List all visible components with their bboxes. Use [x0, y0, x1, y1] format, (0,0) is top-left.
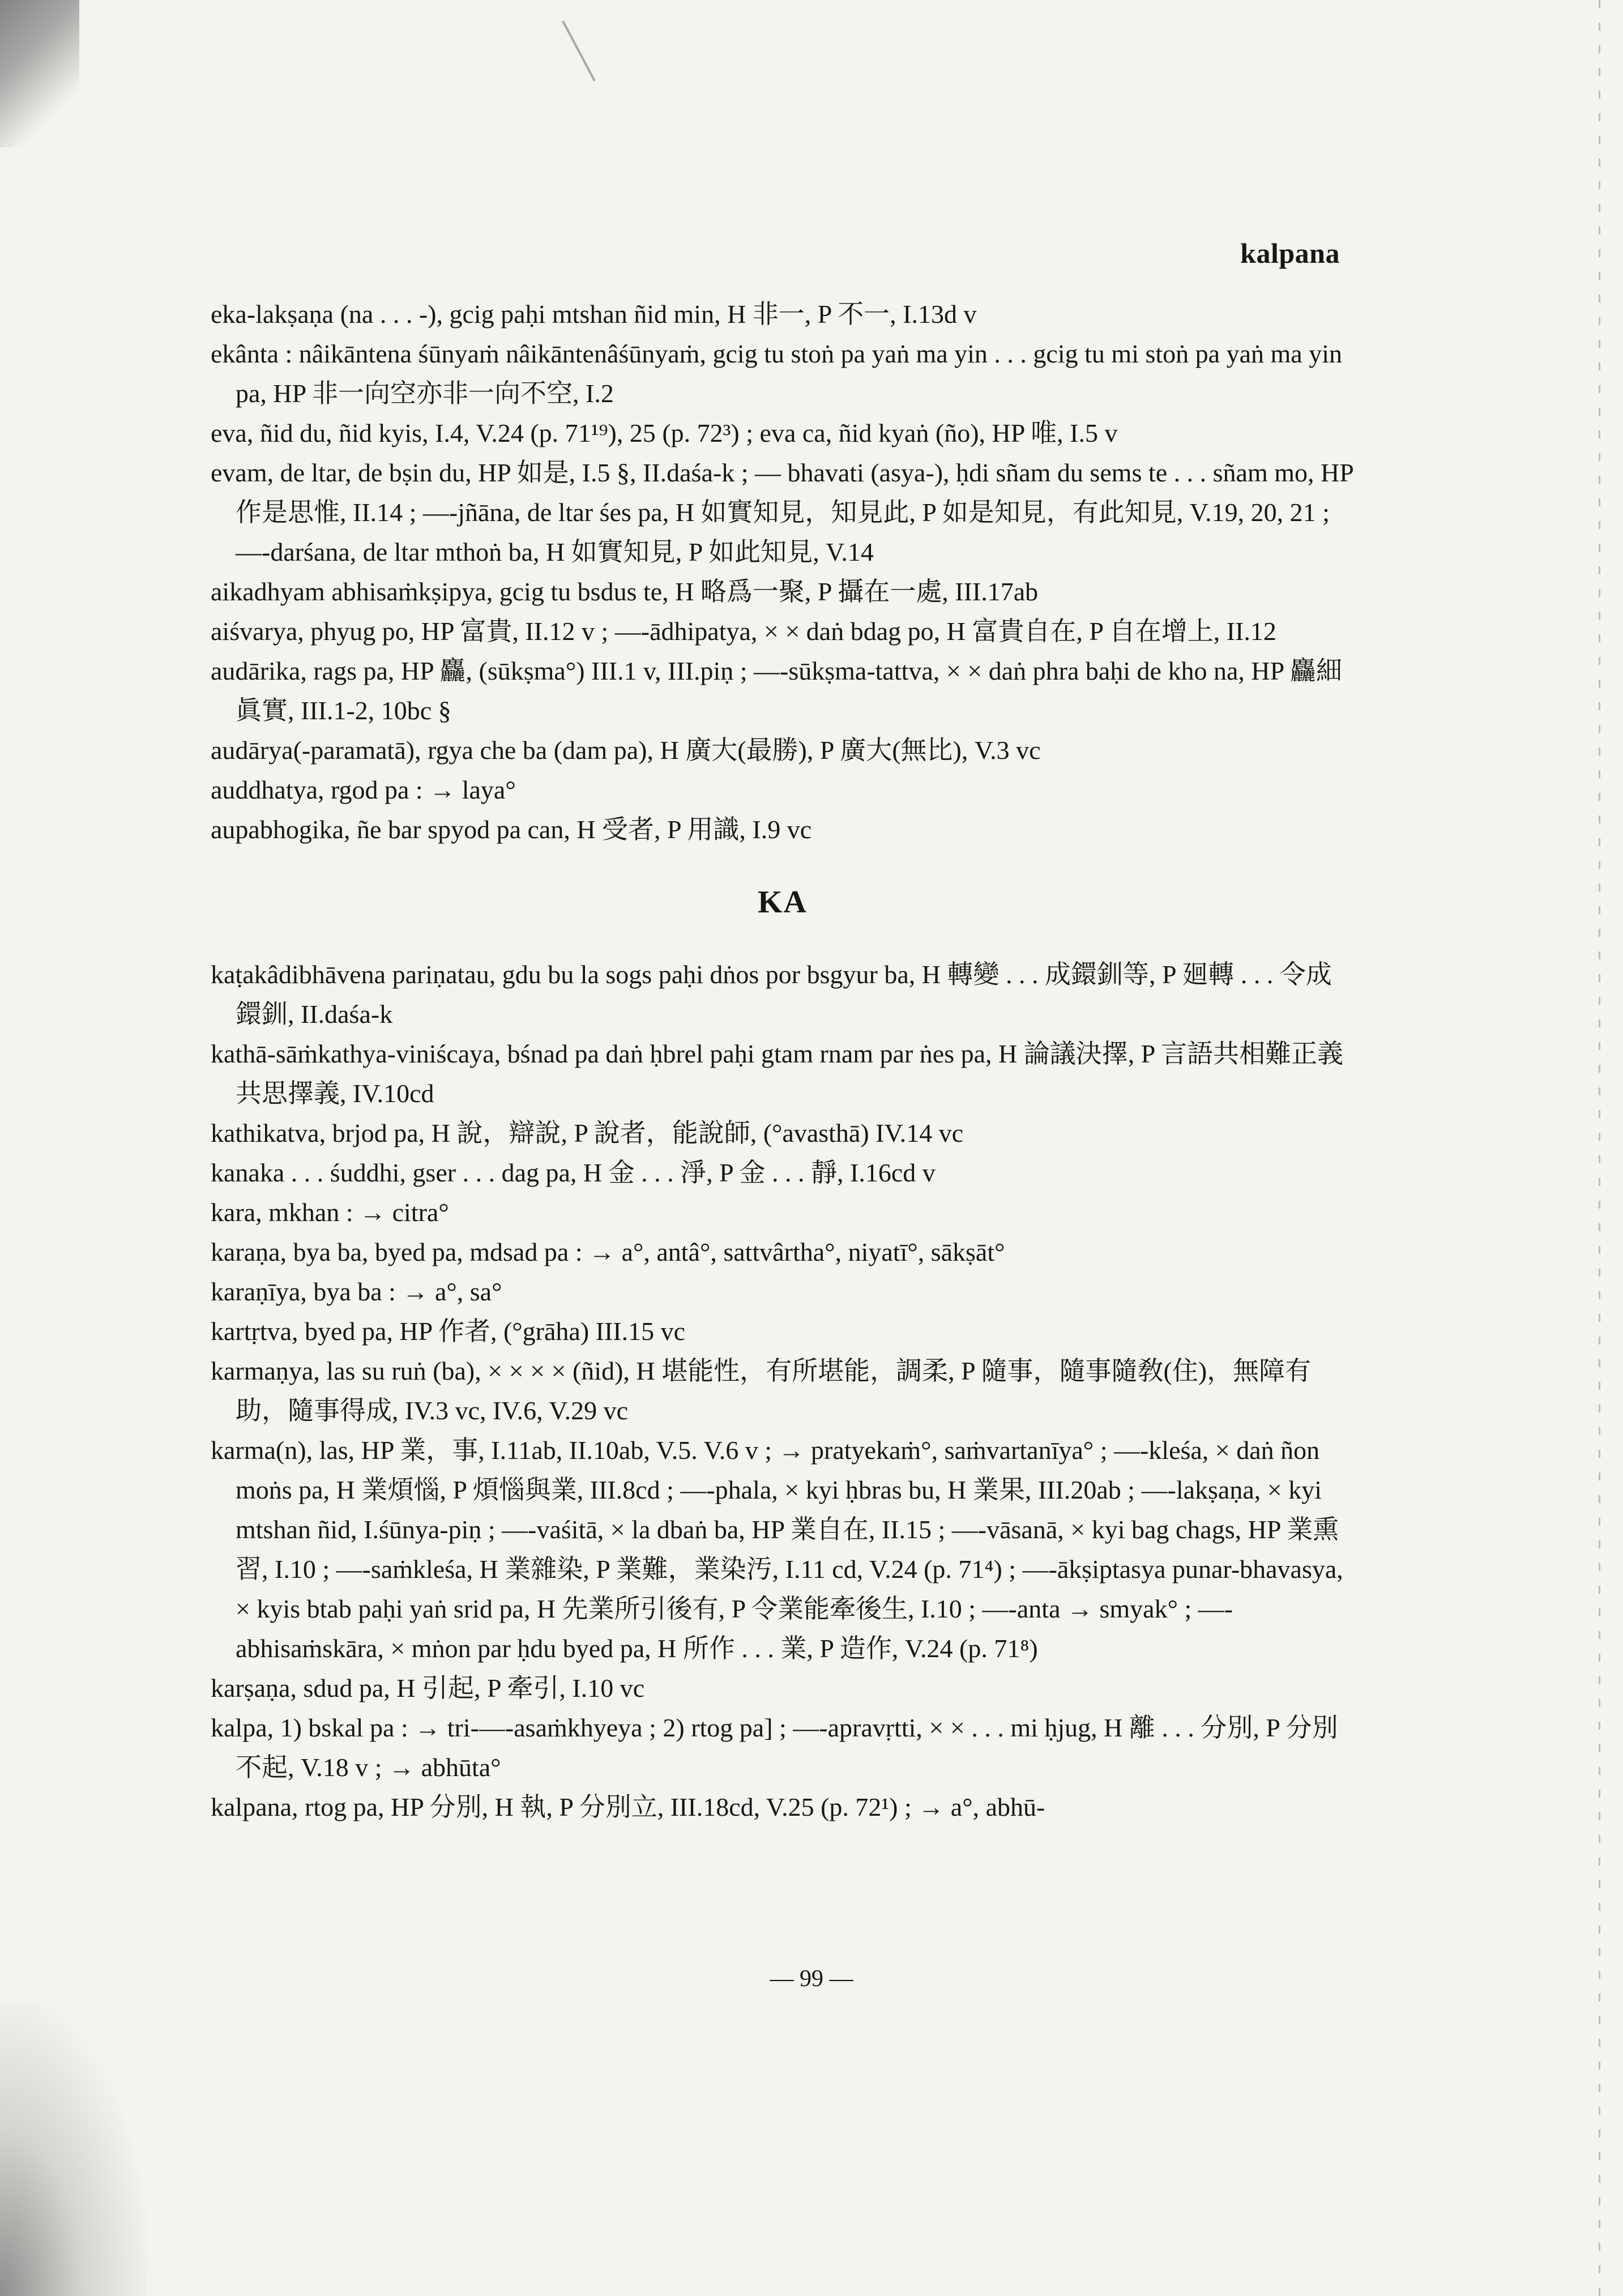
entry: kartṛtva, byed pa, HP 作者, (°grāha) III.15 vc [211, 1317, 686, 1346]
entry: ekânta : nâikāntena śūnyaṁ nâikāntenâśūnyaṁ, gcig tu stoṅ pa yaṅ ma yin . . . gcig tu mi stoṅ pa yaṅ ma yin pa, HP 非一向空亦非一向不空, I.2 [211, 339, 1342, 408]
scan-shadow-top-left [0, 0, 79, 147]
entry: kathā-sāṁkathya-viniścaya, bśnad pa daṅ ḥbrel paḥi gtam rnam par ṅes pa, H 論議決擇, P 言語共相難正義共思擇義, IV.10cd [211, 1039, 1344, 1108]
page-number: — 99 — [770, 1966, 853, 1992]
entry: kalpana, rtog pa, HP 分別, H 執, P 分別立, III.18cd, V.25 (p. 72¹) ; → a°, abhū- [211, 1793, 1045, 1821]
entry: kaṭakâdibhāvena pariṇatau, gdu bu la sogs paḥi dṅos por bsgyur ba, H 轉變 . . . 成鐶釧等, P 廻轉 . . . 令成鐶釧, II.daśa-k [211, 960, 1332, 1028]
entry-list [211, 295, 1355, 1827]
entry: evam, de ltar, de bṣin du, HP 如是, I.5 §, II.daśa-k ; — bhavati (asya-), ḥdi sñam du sems te . . . sñam mo, HP 作是思惟, II.14 ; —-jñāna, de ltar śes pa, H 如實知見，知見此, P 如是知見，有此知見, V.19, 20, 21 ; —-darśana, de ltar mthoṅ ba, H 如實知見, P 如此知見, V.14 [211, 458, 1353, 566]
entry: eka-lakṣaṇa (na . . . -), gcig paḥi mtshan ñid min, H 非一, P 不一, I.13d v [211, 300, 977, 328]
entry: eva, ñid du, ñid kyis, I.4, V.24 (p. 71¹⁹), 25 (p. 72³) ; eva ca, ñid kyaṅ (ño), HP 唯, I.5 v [211, 419, 1118, 447]
entry: kanaka . . . śuddhi, gser . . . dag pa, H 金 . . . 淨, P 金 . . . 靜, I.16cd v [211, 1158, 936, 1187]
section-heading: KA [758, 885, 808, 920]
entry: auddhatya, rgod pa : → laya° [211, 775, 516, 804]
scan-edge-right [1599, 0, 1600, 2296]
scan-mark [562, 20, 596, 82]
entry: aupabhogika, ñe bar spyod pa can, H 受者, P 用識, I.9 vc [211, 815, 812, 844]
entry: aikadhyam abhisaṁkṣipya, gcig tu bsdus te, H 略爲一聚, P 攝在一處, III.17ab [211, 577, 1039, 606]
entry: karmaṇya, las su ruṅ (ba), × × × × (ñid), H 堪能性，有所堪能，調柔, P 隨事，隨事隨敎(住)，無障有助，隨事得成, IV.3 vc, IV.6, V.29 vc [211, 1356, 1312, 1425]
entry: karma(n), las, HP 業，事, I.11ab, II.10ab, V.5. V.6 v ; → pratyekaṁ°, saṁvartanīya° ; —-kleśa, × daṅ ñon moṅs pa, H 業煩惱, P 煩惱與業, III.8cd ; —-phala, × kyi ḥbras bu, H 業果, III.20ab ; —-lakṣaṇa, × kyi mtshan ñid, I.śūnya-piṇ ; —-vaśitā, × la dbaṅ ba, HP 業自在, II.15 ; —-vāsanā, × kyi bag chags, HP 業熏習, I.10 ; —-saṁkleśa, H 業雜染, P 業難，業染汚, I.11 cd, V.24 (p. 71⁴) ; —-ākṣiptasya punar-bhavasya, × kyis btab paḥi yaṅ srid pa, H 先業所引後有, P 令業能牽後生, I.10 ; —-anta → smyak° ; —-abhisaṁskāra, × mṅon par ḥdu byed pa, H 所作 . . . 業, P 造作, V.24 (p. 71⁸) [211, 1436, 1343, 1663]
entry: kathikatva, brjod pa, H 說，辯說, P 說者，能說師, (°avasthā) IV.14 vc [211, 1119, 964, 1147]
running-head: kalpana [1240, 237, 1340, 269]
entry: aiśvarya, phyug po, HP 富貴, II.12 v ; —-ādhipatya, × × daṅ bdag po, H 富貴自在, P 自在增上, II.12 [211, 617, 1276, 646]
scan-shadow-bottom-left [0, 2001, 147, 2296]
entry: kara, mkhan : → citra° [211, 1198, 449, 1227]
entry: karṣaṇa, sdud pa, H 引起, P 牽引, I.10 vc [211, 1674, 645, 1702]
entry: kalpa, 1) bskal pa : → tri-—-asaṁkhyeya ; 2) rtog pa] ; —-apravṛtti, × × . . . mi ḥjug, H 離 . . . 分別, P 分別不起, V.18 v ; → abhūta° [211, 1713, 1338, 1782]
entry: karaṇa, bya ba, byed pa, mdsad pa : → a°, antâ°, sattvârtha°, niyatī°, sākṣāt° [211, 1237, 1005, 1266]
entry: audārya(-paramatā), rgya che ba (dam pa), H 廣大(最勝), P 廣大(無比), V.3 vc [211, 736, 1041, 765]
entry: karaṇīya, bya ba : → a°, sa° [211, 1277, 502, 1306]
entry: audārika, rags pa, HP 麤, (sūkṣma°) III.1 v, III.piṇ ; —-sūkṣma-tattva, × × daṅ phra baḥi de kho na, HP 麤細眞實, III.1-2, 10bc § [211, 656, 1342, 725]
